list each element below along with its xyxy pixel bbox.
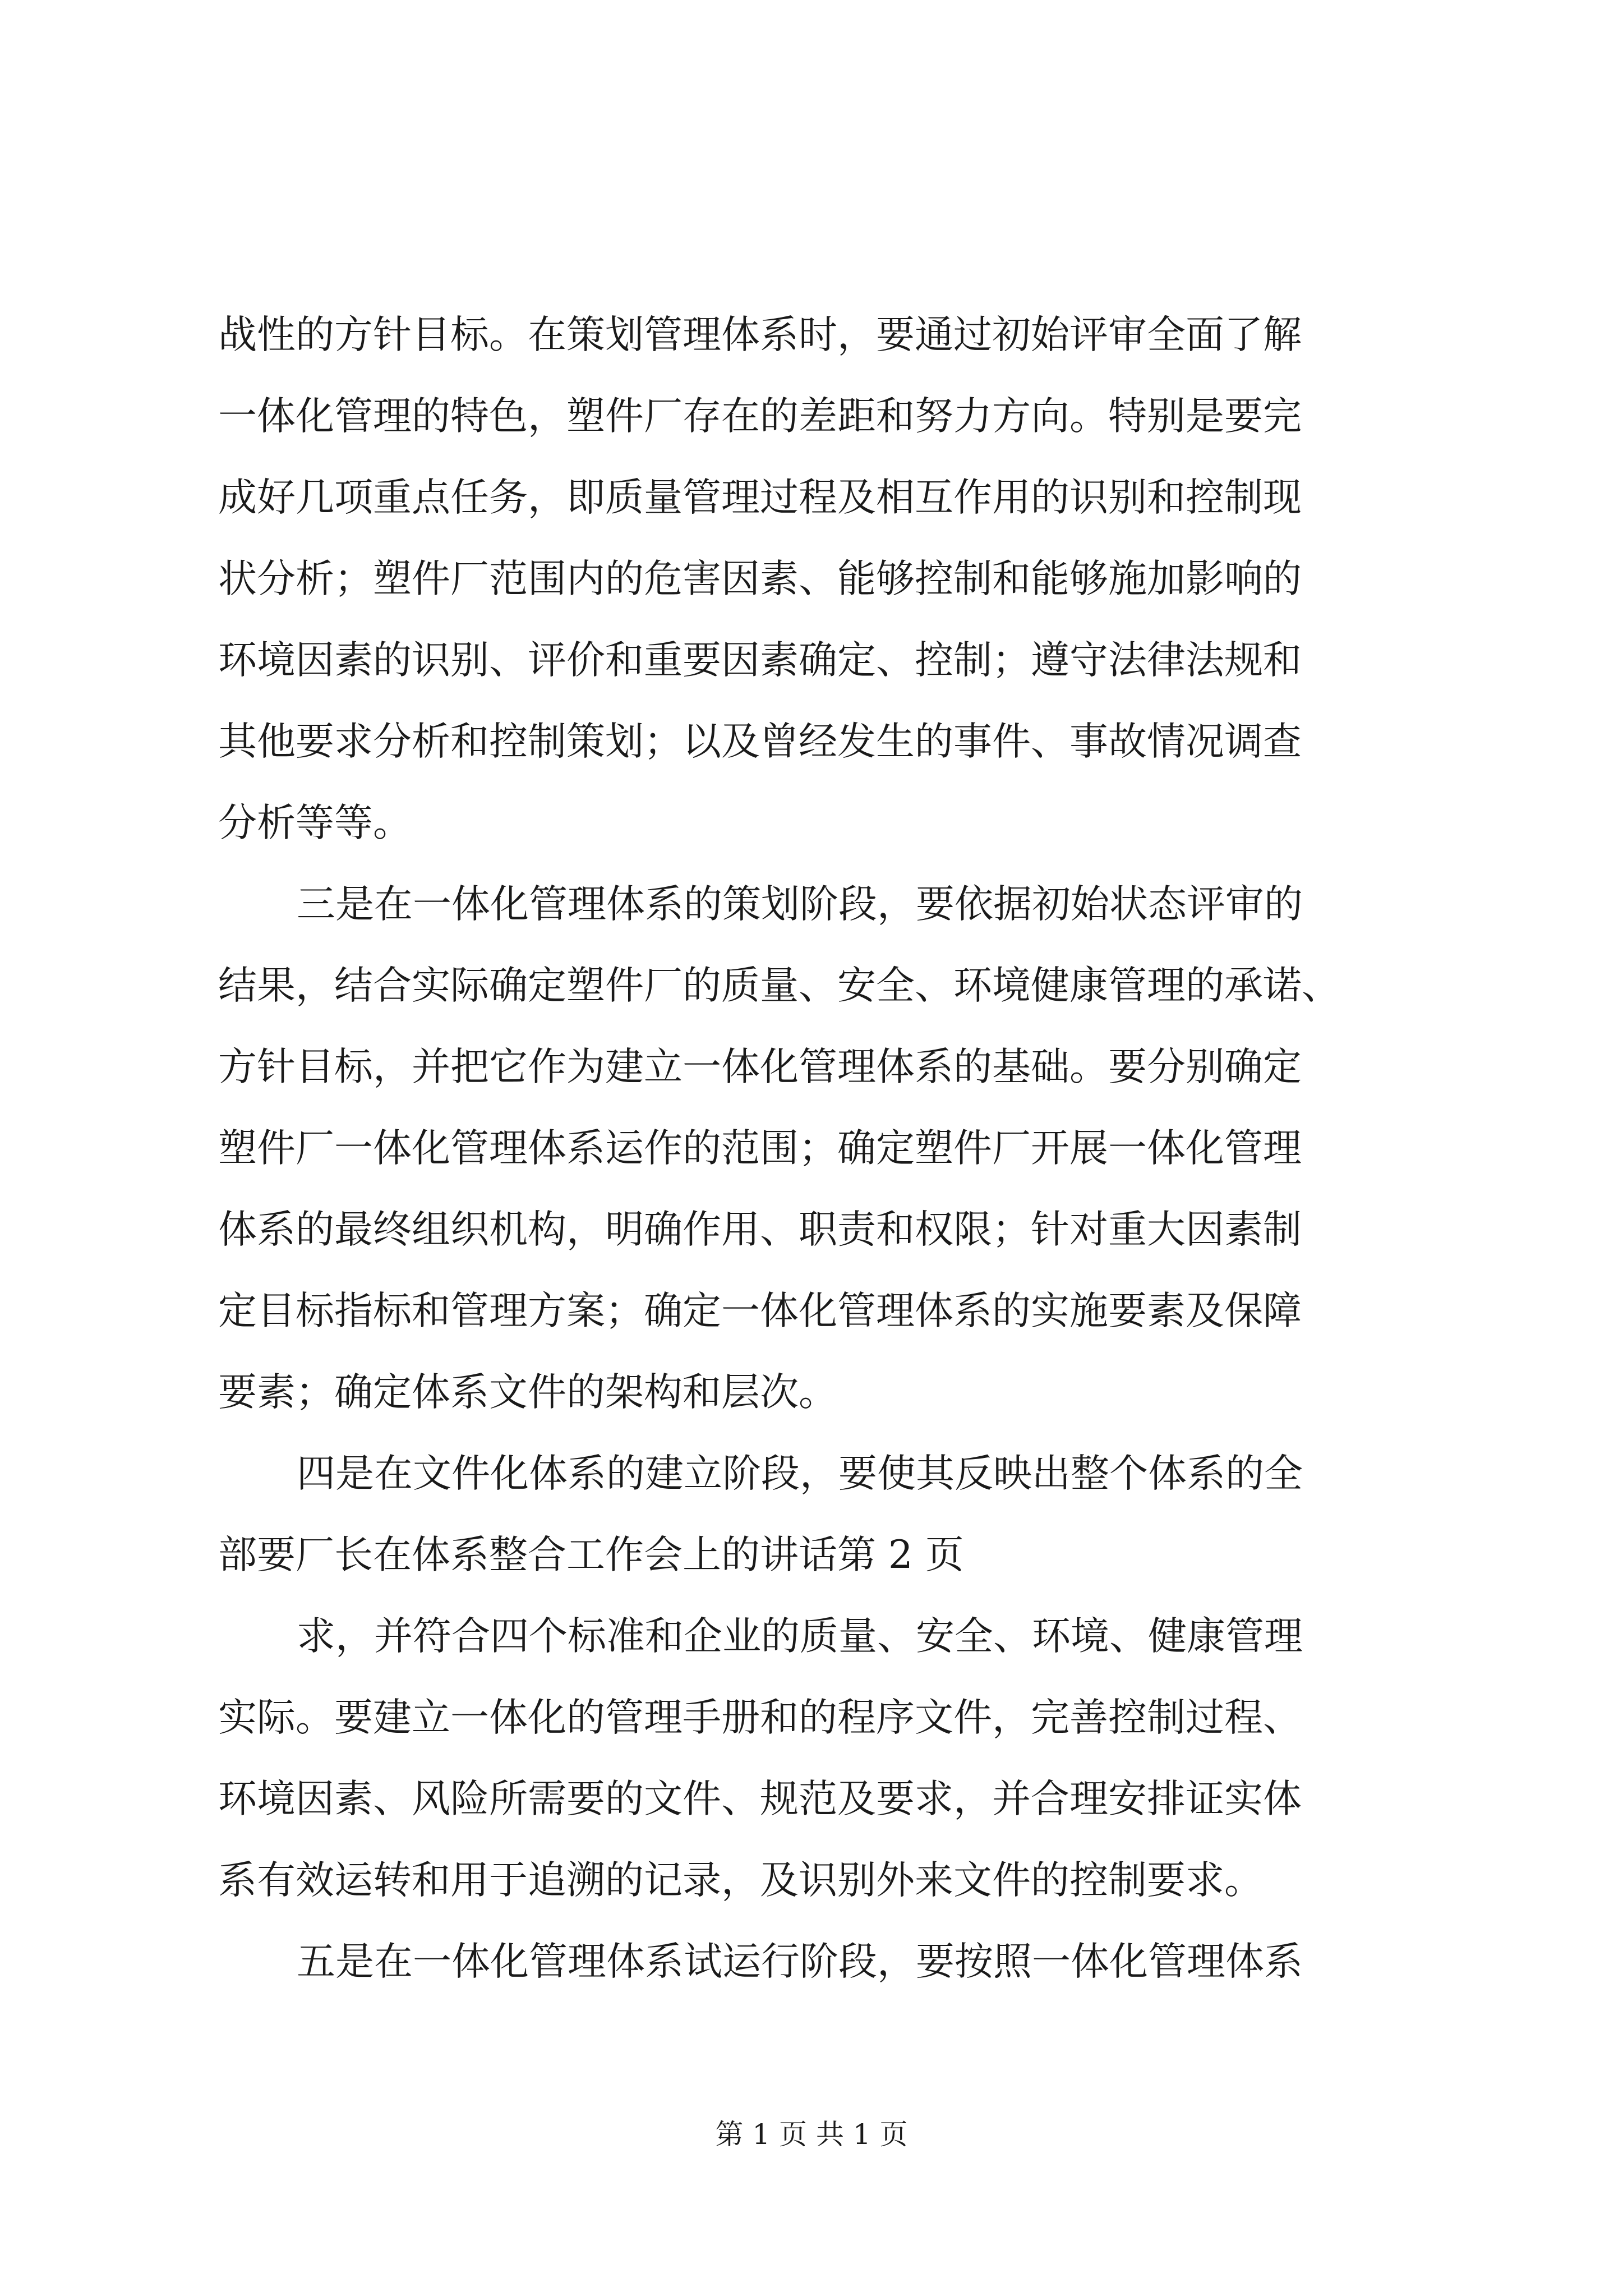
text-line: 塑件厂一体化管理体系运作的范围；确定塑件厂开展一体化管理 bbox=[218, 1126, 1302, 1171]
page-footer bbox=[0, 2115, 1623, 2154]
paragraph-start-line: 五是在一体化管理体系试运行阶段，要按照一体化管理体系 bbox=[297, 1939, 1303, 1984]
text-line: 一体化管理的特色，塑件厂存在的差距和努力方向。特别是要完 bbox=[218, 394, 1302, 439]
text-line: 战性的方针目标。在策划管理体系时，要通过初始评审全面了解 bbox=[218, 312, 1302, 357]
text-line: 分析等等。 bbox=[218, 800, 412, 845]
text-line: 状分析；塑件厂范围内的危害因素、能够控制和能够施加影响的 bbox=[218, 556, 1302, 601]
text-line: 环境因素的识别、评价和重要因素确定、控制；遵守法律法规和 bbox=[218, 638, 1302, 683]
page-number-label: 第 1 页 共 1 页 bbox=[715, 2118, 908, 2151]
text-line: 定目标指标和管理方案；确定一体化管理体系的实施要素及保障 bbox=[218, 1289, 1302, 1333]
paragraph-start-line: 求，并符合四个标准和企业的质量、安全、环境、健康管理 bbox=[297, 1614, 1303, 1659]
paragraph-start-line: 三是在一体化管理体系的策划阶段，要依据初始状态评审的 bbox=[297, 882, 1303, 927]
text-line: 系有效运转和用于追溯的记录，及识别外来文件的控制要求。 bbox=[218, 1858, 1263, 1903]
text-line: 其他要求分析和控制策划；以及曾经发生的事件、事故情况调查 bbox=[218, 719, 1302, 764]
text-line: 要素；确定体系文件的架构和层次。 bbox=[218, 1370, 837, 1415]
paragraph-start-line: 四是在文件化体系的建立阶段，要使其反映出整个体系的全 bbox=[297, 1451, 1303, 1496]
text-line: 体系的最终组织机构，明确作用、职责和权限；针对重大因素制 bbox=[218, 1207, 1302, 1252]
text-line: 方针目标，并把它作为建立一体化管理体系的基础。要分别确定 bbox=[218, 1045, 1302, 1089]
text-line: 实际。要建立一体化的管理手册和的程序文件，完善控制过程、 bbox=[218, 1695, 1302, 1740]
text-line: 环境因素、风险所需要的文件、规范及要求，并合理安排证实体 bbox=[218, 1777, 1302, 1821]
text-line: 部要厂长在体系整合工作会上的讲话第 2 页 bbox=[218, 1533, 964, 1577]
text-line: 结果，结合实际确定塑件厂的质量、安全、环境健康管理的承诺、 bbox=[218, 963, 1340, 1008]
text-line: 成好几项重点任务，即质量管理过程及相互作用的识别和控制现 bbox=[218, 475, 1302, 520]
body-text bbox=[218, 295, 1430, 2003]
